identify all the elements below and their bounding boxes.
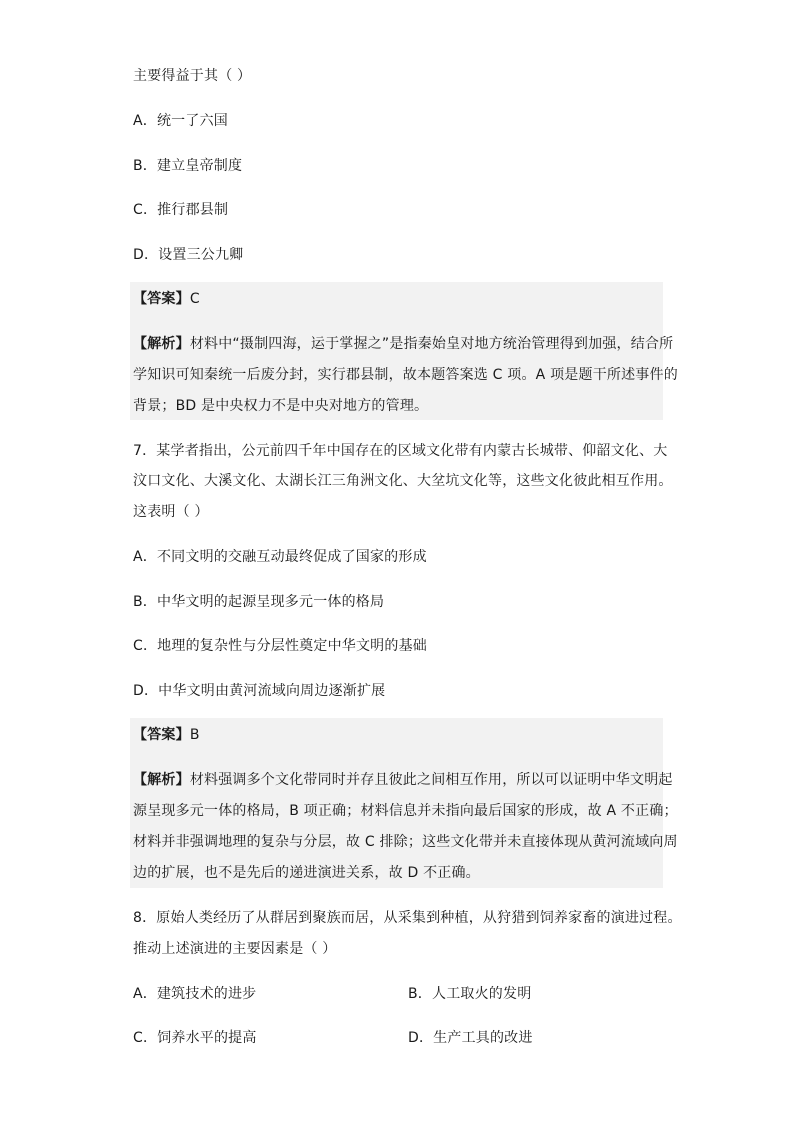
q7-analysis-line-3: 材料并非强调地理的复杂与分层，故 C 排除；这些文化带并未直接体现从黄河流域向周 (133, 834, 678, 850)
q7-option-b: B．中华文明的起源呈现多元一体的格局 (133, 594, 385, 610)
q6-analysis-line-1 (133, 334, 673, 354)
q7-stem-line-3: 这表明（ ） (133, 504, 209, 520)
q7-analysis-line-1 (133, 770, 673, 790)
q7-stem-line-1: 7．某学者指出，公元前四千年中国存在的区域文化带有内蒙古长城带、仰韶文化、大 (133, 443, 668, 459)
q6-analysis-line-2: 学知识可知秦统一后废分封，实行郡县制，故本题答案选 C 项。A 项是题干所述事件的 (133, 367, 678, 383)
q8-option-b: B．人工取火的发明 (408, 986, 532, 1002)
q6-option-a: A．统一了六国 (133, 113, 228, 129)
q8-stem-line-1: 8．原始人类经历了从群居到聚族而居，从采集到种植，从狩猎到饲养家畜的演进过程。 (133, 910, 682, 926)
q6-option-c: C．推行郡县制 (133, 202, 229, 218)
q6-option-b: B．建立皇帝制度 (133, 158, 243, 174)
analysis-text: 材料强调多个文化带同时并存且彼此之间相互作用，所以可以证明中华文明起 (189, 772, 673, 788)
answer-label: 【答案】 (133, 727, 190, 743)
q7-analysis-line-2: 源呈现多元一体的格局，B 项正确；材料信息并未指向最后国家的形成，故 A 不正确； (133, 803, 678, 819)
q6-answer (133, 289, 200, 309)
q8-option-a: A．建筑技术的进步 (133, 986, 257, 1002)
q7-option-d: D．中华文明由黄河流域向周边逐渐扩展 (133, 683, 386, 699)
q6-stem-tail: 主要得益于其（ ） (133, 68, 252, 84)
q8-stem-line-2: 推动上述演进的主要因素是（ ） (133, 941, 337, 957)
q7-answer (133, 725, 200, 745)
answer-value: B (189, 727, 200, 743)
q6-option-d: D．设置三公九卿 (133, 247, 244, 263)
q8-option-c: C．饲养水平的提高 (133, 1030, 257, 1046)
q7-option-a: A．不同文明的交融互动最终促成了国家的形成 (133, 549, 427, 565)
answer-label: 【答案】 (133, 291, 190, 307)
q6-analysis-line-3: 背景；BD 是中央权力不是中央对地方的管理。 (133, 398, 429, 414)
q7-stem-line-2: 汶口文化、大溪文化、太湖长江三角洲文化、大坌坑文化等，这些文化彼此相互作用。 (133, 473, 673, 489)
q8-option-d: D．生产工具的改进 (408, 1030, 533, 1046)
q7-analysis-line-4: 边的扩展，也不是先后的递进演进关系，故 D 不正确。 (133, 865, 480, 881)
answer-value: C (189, 291, 200, 307)
analysis-label: 【解析】 (133, 336, 190, 352)
analysis-label: 【解析】 (133, 772, 190, 788)
analysis-text: 材料中“摄制四海，运于掌握之”是指秦始皇对地方统治管理得到加强，结合所 (189, 336, 674, 352)
q7-option-c: C．地理的复杂性与分层性奠定中华文明的基础 (133, 638, 427, 654)
